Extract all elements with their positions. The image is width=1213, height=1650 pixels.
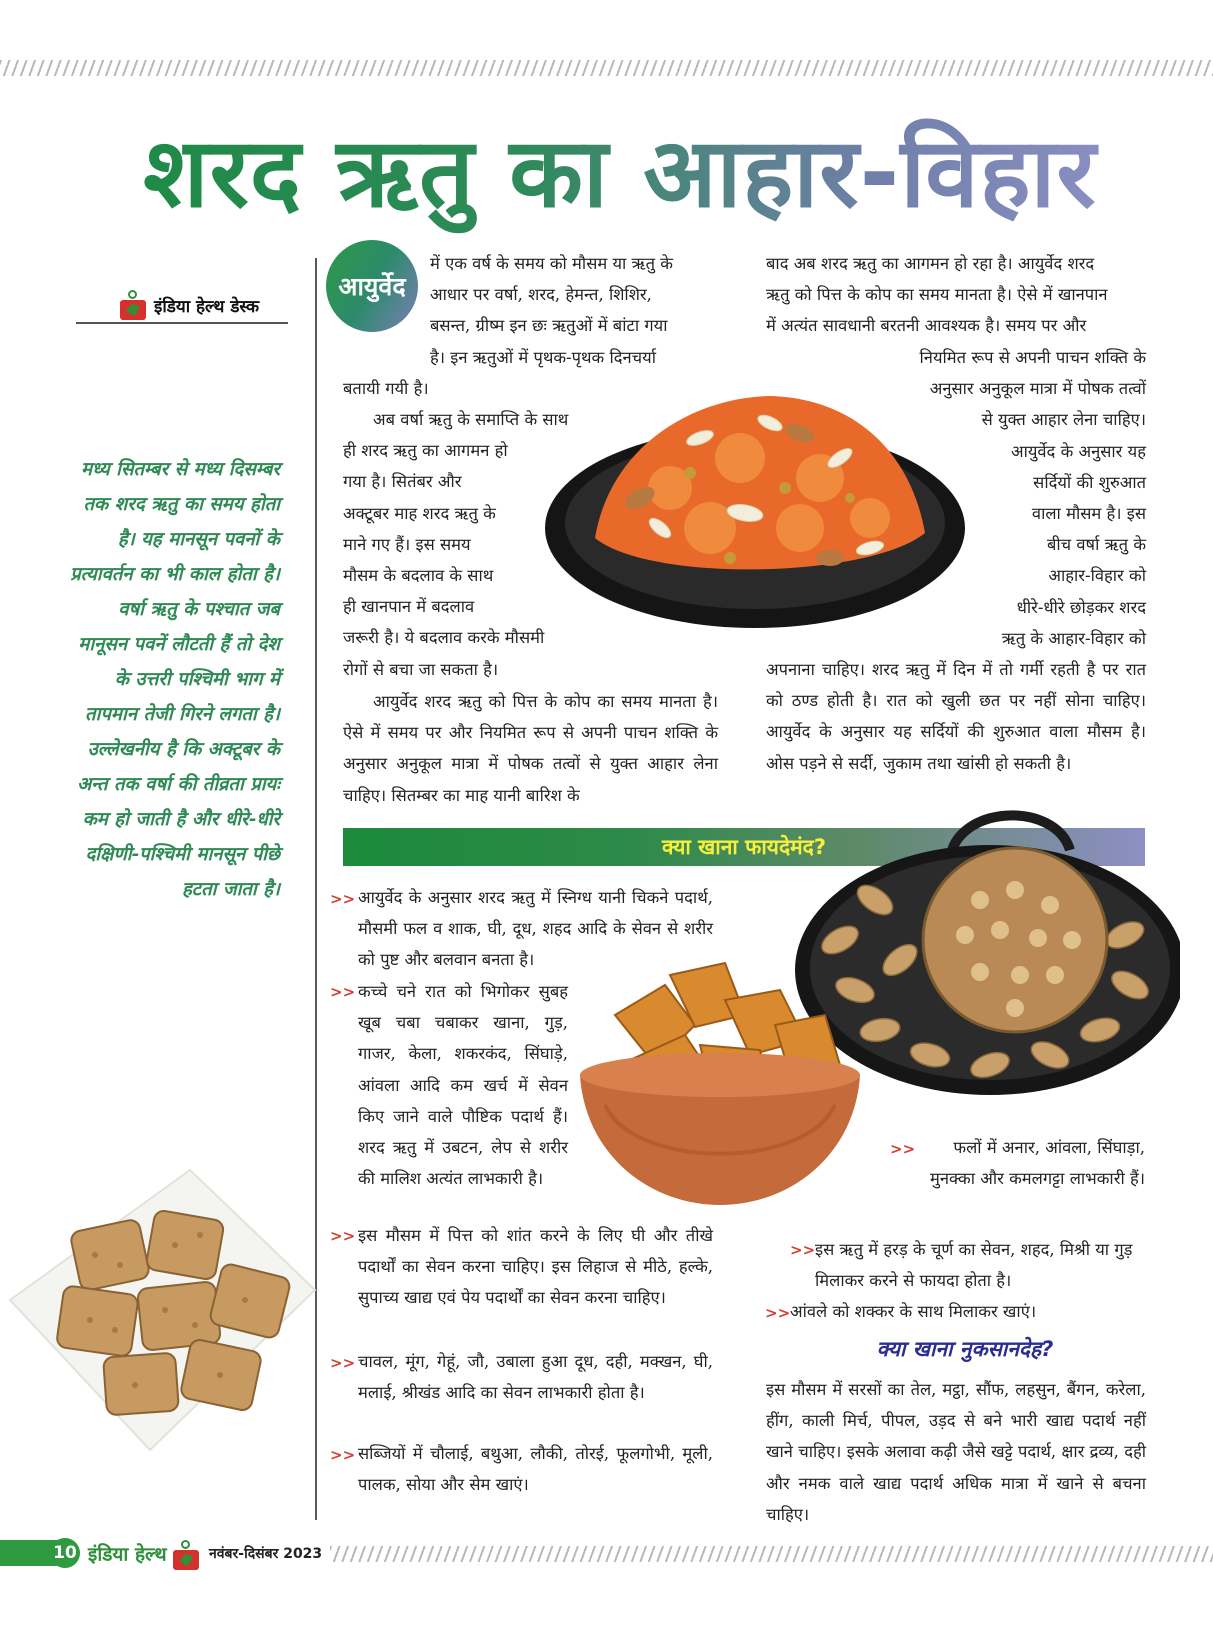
- left-wrap-line: रोगों से बचा जा सकता है।: [343, 659, 499, 679]
- page-title: शरद ऋतु का आहार-विहार: [130, 108, 1110, 238]
- right-wrap-line: नियमित रूप से अपनी पाचन शक्ति के: [919, 348, 1146, 367]
- intro-tail: बतायी गयी है।: [343, 379, 429, 398]
- bullet-chevron-icon: >>: [330, 1227, 356, 1245]
- right-wrap-line: धीरे-धीरे छोड़कर शरद: [1016, 597, 1146, 617]
- page-number: 10: [50, 1538, 80, 1568]
- byline-text: इंडिया हेल्थ डेस्क: [154, 296, 260, 317]
- right-wrap-line: आहार-विहार को: [1048, 566, 1146, 586]
- byline-underline: [76, 322, 288, 324]
- bullet-chevron-icon: >>: [765, 1304, 791, 1322]
- pull-quote: मध्य सितम्बर से मध्य दिसम्बर तक शरद ऋतु का समय होता है। यह मानसून पवनों के प्रत्यावर्तन का भी काल होता है। वर्षा ऋतु के पश्चात जब मानूसन पवनें लौटती हैं तो देश के उत्तरी पश्चिमी भाग में तापमान तेजी गिरने लगता है। उल्लेखनीय है कि अक्टूबर के अन्त तक वर्षा की तीव्रता प्रायः कम हो जाती है और धीरे-धीरे दक्षिणी-पश्चिमी मानसून पीछे हटता जाता है।: [70, 459, 280, 900]
- right-wrap-line: आयुर्वेद के अनुसार यह: [1010, 441, 1146, 461]
- left-wrap-line: ही शरद ऋतु का आगमन हो: [343, 441, 508, 461]
- bullet-item: फलों में अनार, आंवला, सिंघाड़ा, मुनक्का और कमलगट्टा लाभकारी हैं।: [930, 1138, 1145, 1189]
- bullet-chevron-icon: >>: [330, 1354, 356, 1372]
- bullet-item: सब्जियों में चौलाई, बथुआ, लौकी, तोरई, फूलगोभी, मूली, पालक, सोया और सेम खाएं।: [358, 1444, 713, 1495]
- harmful-heading: क्या खाना नुकसानदेह?: [876, 1337, 1054, 1361]
- india-health-logo-icon: [120, 290, 148, 320]
- right-paragraph-end: अपनाना चाहिए। शरद ऋतु में दिन में तो गर्मी रहती है पर रात को ठण्ड होती है। रात को खुली छत पर नहीं सोना चाहिए। आयुर्वेद के अनुसार यह सर्दियों की शुरुआत वाला मौसम है। ओस पड़ने से सर्दी, जुकाम तथा खांसी हो सकती है।: [766, 660, 1146, 773]
- left-wrap-line: मौसम के बदलाव के साथ: [343, 566, 494, 586]
- bullet-chevron-icon: >>: [890, 1140, 916, 1158]
- left-paragraph-2: आयुर्वेद शरद ऋतु को पित्त के कोप का समय मानता है। ऐसे में समय पर और नियमित रूप से अपनी पाचन शक्ति के अनुसार अनुकूल मात्रा में पोषक तत्वों से युक्त आहार लेना चाहिए। सितम्बर का माह यानी बारिश के: [343, 692, 718, 805]
- harmful-paragraph: इस मौसम में सरसों का तेल, मट्ठा, सौंफ, लहसुन, बैंगन, करेला, हींग, काली मिर्च, पीपल, उड़द से बने भारी खाद्य पदार्थ नहीं खाने चाहिए। इसके अलावा कढ़ी जैसे खट्टे पदार्थ, क्षार द्रव्य, दही और नमक वाले खाद्य पदार्थ अधिक मात्रा में खाने से बचना चाहिए।: [766, 1380, 1146, 1524]
- intro-line: में एक वर्ष के समय को मौसम या ऋतु के: [430, 254, 673, 273]
- right-top-line: बाद अब शरद ऋतु का आगमन हो रहा है। आयुर्वेद शरद: [766, 254, 1095, 273]
- bullet-chevron-icon: >>: [330, 983, 356, 1001]
- left-wrap-line: गया है। सितंबर और: [343, 472, 462, 492]
- left-wrap-line: माने गए हैं। इस समय: [343, 534, 471, 554]
- right-wrap-line: बीच वर्षा ऋतु के: [1046, 535, 1146, 555]
- bullet-item: कच्चे चने रात को भिगोकर सुबह खूब चबा चबाकर खाना, गुड़, गाजर, केला, शकरकंद, सिंघाड़े, आंवला आदि कम खर्च में सेवन किए जाने वाले पौष्टिक पदार्थ हैं। शरद ऋतु में उबटन, लेप से शरीर की मालिश अत्यंत लाभकारी है।: [358, 982, 568, 1189]
- right-wrap-line: अनुसार अनुकूल मात्रा में पोषक तत्वों: [929, 379, 1146, 399]
- right-wrap-line: से युक्त आहार लेना चाहिए।: [981, 410, 1146, 430]
- bullet-item: इस मौसम में पित्त को शांत करने के लिए घी और तीखे पदार्थों का सेवन करना चाहिए। इस लिहाज से मीठे, हल्के, सुपाच्य खाद्य एवं पेय पदार्थों का सेवन करना चाहिए।: [358, 1226, 713, 1308]
- bullet-chevron-icon: >>: [330, 890, 356, 908]
- beneficial-heading: क्या खाना फायदेमंद?: [661, 835, 827, 859]
- footer-brand: [88, 1540, 201, 1570]
- left-wrap-line: ही खानपान में बदलाव: [343, 597, 475, 617]
- footer-logo-icon: [173, 1540, 201, 1570]
- footer-issue: नवंबर-दिसंबर 2023: [209, 1546, 323, 1562]
- bullet-item: आयुर्वेद के अनुसार शरद ऋतु में स्निग्ध यानी चिकने पदार्थ, मौसमी फल व शाक, घी, दूध, शहद आदि के सेवन से शरीर को पुष्ट और बलवान बनता है।: [358, 888, 713, 970]
- bullet-item: इस ऋतु में हरड़ के चूर्ण का सेवन, शहद, मिश्री या गुड़ मिलाकर करने से फायदा होता है।: [815, 1240, 1133, 1291]
- dropcap-badge: आयुर्वेद: [326, 240, 418, 332]
- left-wrap-line: अक्टूबर माह शरद ऋतु के: [343, 503, 496, 523]
- left-wrap-line: अब वर्षा ऋतु के समाप्ति के साथ: [373, 410, 569, 429]
- right-top-block: [766, 248, 1146, 342]
- halwa-plate-image: [540, 378, 970, 638]
- jaggery-bowl-image: [575, 955, 865, 1215]
- right-top-line: ऋतु को पित्त के कोप का समय मानता है। ऐसे में खानपान: [766, 285, 1108, 305]
- intro-line: आधार पर वर्षा, शरद, हेमन्त, शिशिर,: [430, 285, 652, 305]
- right-wrap-line: सर्दियों की शुरुआत: [1033, 472, 1146, 492]
- intro-text-block: [430, 248, 710, 373]
- bullet-item: चावल, मूंग, गेहूं, जौ, उबाला हुआ दूध, दही, मक्खन, घी, मलाई, श्रीखंड आदि का सेवन लाभकारी होता है।: [358, 1352, 713, 1403]
- right-wrap-line: वाला मौसम है। इस: [1031, 504, 1146, 524]
- intro-line: बसन्त, ग्रीष्म इन छः ऋतुओं में बांटा गया: [430, 316, 668, 336]
- right-wrap-line: ऋतु के आहार-विहार को: [1001, 628, 1146, 648]
- byline: [120, 288, 290, 322]
- footer-brand-text: इंडिया हेल्थ: [88, 1543, 167, 1566]
- left-wrap-line: जरूरी है। ये बदलाव करके मौसमी: [343, 628, 545, 648]
- intro-line: है। इन ऋतुओं में पृथक-पृथक दिनचर्या: [430, 347, 656, 367]
- top-hatch-rule: [0, 60, 1213, 76]
- cookies-bowl-image: [0, 1160, 320, 1460]
- right-top-line: में अत्यंत सावधानी बरतनी आवश्यक है। समय पर और: [766, 316, 1087, 336]
- bullet-chevron-icon: >>: [330, 1446, 356, 1464]
- bullet-item: आंवले को शक्कर के साथ मिलाकर खाएं।: [790, 1302, 1037, 1321]
- bottom-hatch-rule: [330, 1546, 1213, 1562]
- bullet-chevron-icon: >>: [790, 1241, 816, 1259]
